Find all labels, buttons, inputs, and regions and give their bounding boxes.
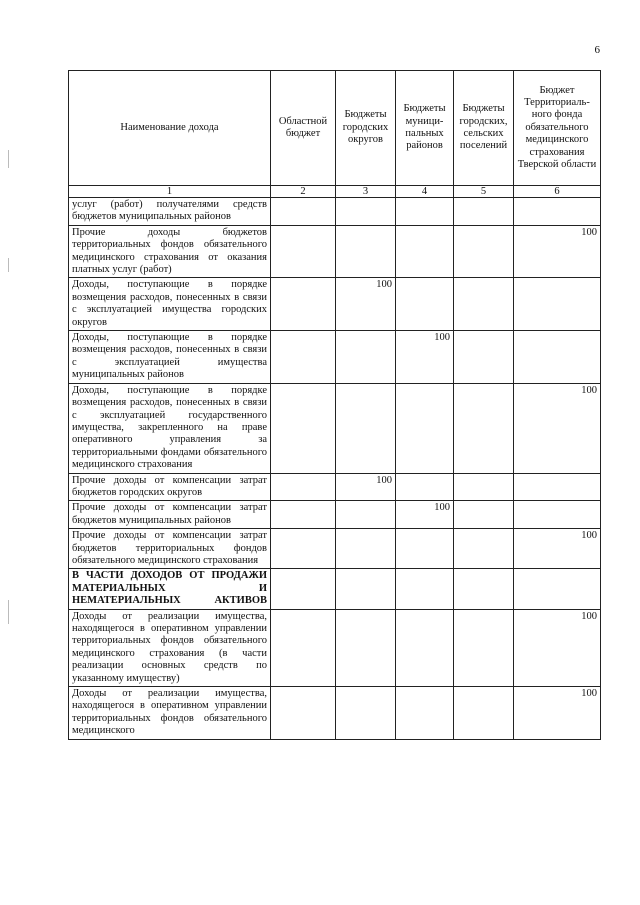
percent-cell bbox=[514, 473, 601, 501]
margin-mark bbox=[8, 600, 9, 624]
percent-cell bbox=[454, 529, 514, 569]
percent-cell bbox=[336, 569, 396, 609]
income-name-cell: Доходы, поступающие в порядке возмещения расходов, понесенных в связи с эксплуатацией имущества муниципальных районов bbox=[69, 331, 271, 384]
percent-cell bbox=[454, 473, 514, 501]
percent-cell bbox=[396, 225, 454, 278]
header-regional-budget: Областной бюджет bbox=[271, 71, 336, 186]
percent-cell bbox=[514, 331, 601, 384]
margin-mark bbox=[8, 150, 9, 168]
header-municipal-districts: Бюджеты муници-пальных районов bbox=[396, 71, 454, 186]
income-name-cell: Доходы от реализации имущества, находящегося в оперативном управлении территориальных фондов обязательного медицинского страхования (в части реализации основных средств по указанному имуществу) bbox=[69, 609, 271, 686]
percent-cell bbox=[336, 609, 396, 686]
percent-cell bbox=[336, 225, 396, 278]
percent-cell bbox=[336, 383, 396, 473]
table-row bbox=[69, 473, 601, 501]
percent-cell bbox=[454, 225, 514, 278]
percent-cell bbox=[396, 383, 454, 473]
percent-cell: 100 bbox=[396, 501, 454, 529]
table-row bbox=[69, 225, 601, 278]
percent-cell bbox=[396, 529, 454, 569]
percent-cell: 100 bbox=[514, 529, 601, 569]
percent-cell bbox=[514, 569, 601, 609]
percent-cell: 100 bbox=[336, 473, 396, 501]
percent-cell bbox=[271, 609, 336, 686]
percent-cell bbox=[271, 529, 336, 569]
table-row bbox=[69, 501, 601, 529]
income-name-cell: Прочие доходы от компенсации затрат бюджетов муниципальных районов bbox=[69, 501, 271, 529]
header-settlements: Бюджеты городских, сельских поселений bbox=[454, 71, 514, 186]
table-row bbox=[69, 198, 601, 226]
percent-cell bbox=[514, 278, 601, 331]
percent-cell bbox=[454, 569, 514, 609]
income-name-cell: Прочие доходы бюджетов территориальных фондов обязательного медицинского страхования от оказания платных услуг (работ) bbox=[69, 225, 271, 278]
percent-cell bbox=[336, 687, 396, 740]
percent-cell bbox=[271, 278, 336, 331]
percent-cell bbox=[336, 529, 396, 569]
percent-cell bbox=[454, 331, 514, 384]
percent-cell bbox=[514, 198, 601, 226]
percent-cell bbox=[454, 278, 514, 331]
percent-cell bbox=[336, 198, 396, 226]
column-number: 5 bbox=[454, 186, 514, 198]
column-number: 1 bbox=[69, 186, 271, 198]
percent-cell bbox=[271, 473, 336, 501]
table-row bbox=[69, 278, 601, 331]
percent-cell bbox=[396, 198, 454, 226]
table-row bbox=[69, 609, 601, 686]
header-row bbox=[69, 71, 601, 186]
percent-cell bbox=[396, 278, 454, 331]
percent-cell bbox=[514, 501, 601, 529]
percent-cell bbox=[271, 501, 336, 529]
page-number: 6 bbox=[594, 44, 600, 56]
header-city-districts: Бюджеты городских округов bbox=[336, 71, 396, 186]
percent-cell bbox=[454, 687, 514, 740]
table-body bbox=[69, 198, 601, 740]
income-name-cell: Доходы от реализации имущества, находящегося в оперативном управлении территориальных фондов обязательного медицинского bbox=[69, 687, 271, 740]
percent-cell bbox=[396, 569, 454, 609]
column-number: 6 bbox=[514, 186, 601, 198]
percent-cell bbox=[396, 473, 454, 501]
income-name-cell: услуг (работ) получателями средств бюджетов муниципальных районов bbox=[69, 198, 271, 226]
percent-cell bbox=[454, 383, 514, 473]
column-number: 4 bbox=[396, 186, 454, 198]
column-number: 3 bbox=[336, 186, 396, 198]
column-number: 2 bbox=[271, 186, 336, 198]
income-name-cell: Прочие доходы от компенсации затрат бюджетов территориальных фондов обязательного медицинского страхования bbox=[69, 529, 271, 569]
header-medical-insurance-fund: Бюджет Территориаль-ного фонда обязательного медицинского страхования Тверской области bbox=[514, 71, 601, 186]
header-income-name: Наименование дохода bbox=[69, 71, 271, 186]
percent-cell bbox=[454, 198, 514, 226]
percent-cell bbox=[271, 687, 336, 740]
income-name-cell: Доходы, поступающие в порядке возмещения расходов, понесенных в связи с эксплуатацией имущества городских округов bbox=[69, 278, 271, 331]
income-name-cell: Прочие доходы от компенсации затрат бюджетов городских округов bbox=[69, 473, 271, 501]
percent-cell: 100 bbox=[514, 687, 601, 740]
percent-cell: 100 bbox=[514, 609, 601, 686]
income-name-cell: Доходы, поступающие в порядке возмещения расходов, понесенных в связи с эксплуатацией государственного имущества, закрепленного на праве оперативного управления за территориальными фондами обязательного медицинского страхования bbox=[69, 383, 271, 473]
table-row bbox=[69, 687, 601, 740]
percent-cell bbox=[396, 687, 454, 740]
percent-cell bbox=[454, 609, 514, 686]
percent-cell: 100 bbox=[396, 331, 454, 384]
table-row bbox=[69, 529, 601, 569]
income-name-cell: В ЧАСТИ ДОХОДОВ ОТ ПРОДАЖИ МАТЕРИАЛЬНЫХ И НЕМАТЕРИАЛЬНЫХ АКТИВОВ bbox=[69, 569, 271, 609]
percent-cell bbox=[336, 331, 396, 384]
percent-cell bbox=[336, 501, 396, 529]
percent-cell: 100 bbox=[514, 225, 601, 278]
table-row bbox=[69, 383, 601, 473]
percent-cell bbox=[271, 569, 336, 609]
percent-cell bbox=[271, 331, 336, 384]
income-distribution-table bbox=[68, 70, 601, 740]
percent-cell bbox=[396, 609, 454, 686]
table-row bbox=[69, 331, 601, 384]
percent-cell bbox=[271, 225, 336, 278]
percent-cell bbox=[454, 501, 514, 529]
percent-cell: 100 bbox=[514, 383, 601, 473]
percent-cell: 100 bbox=[336, 278, 396, 331]
percent-cell bbox=[271, 198, 336, 226]
column-numbers-row bbox=[69, 186, 601, 198]
margin-mark bbox=[8, 258, 9, 272]
table-row bbox=[69, 569, 601, 609]
percent-cell bbox=[271, 383, 336, 473]
